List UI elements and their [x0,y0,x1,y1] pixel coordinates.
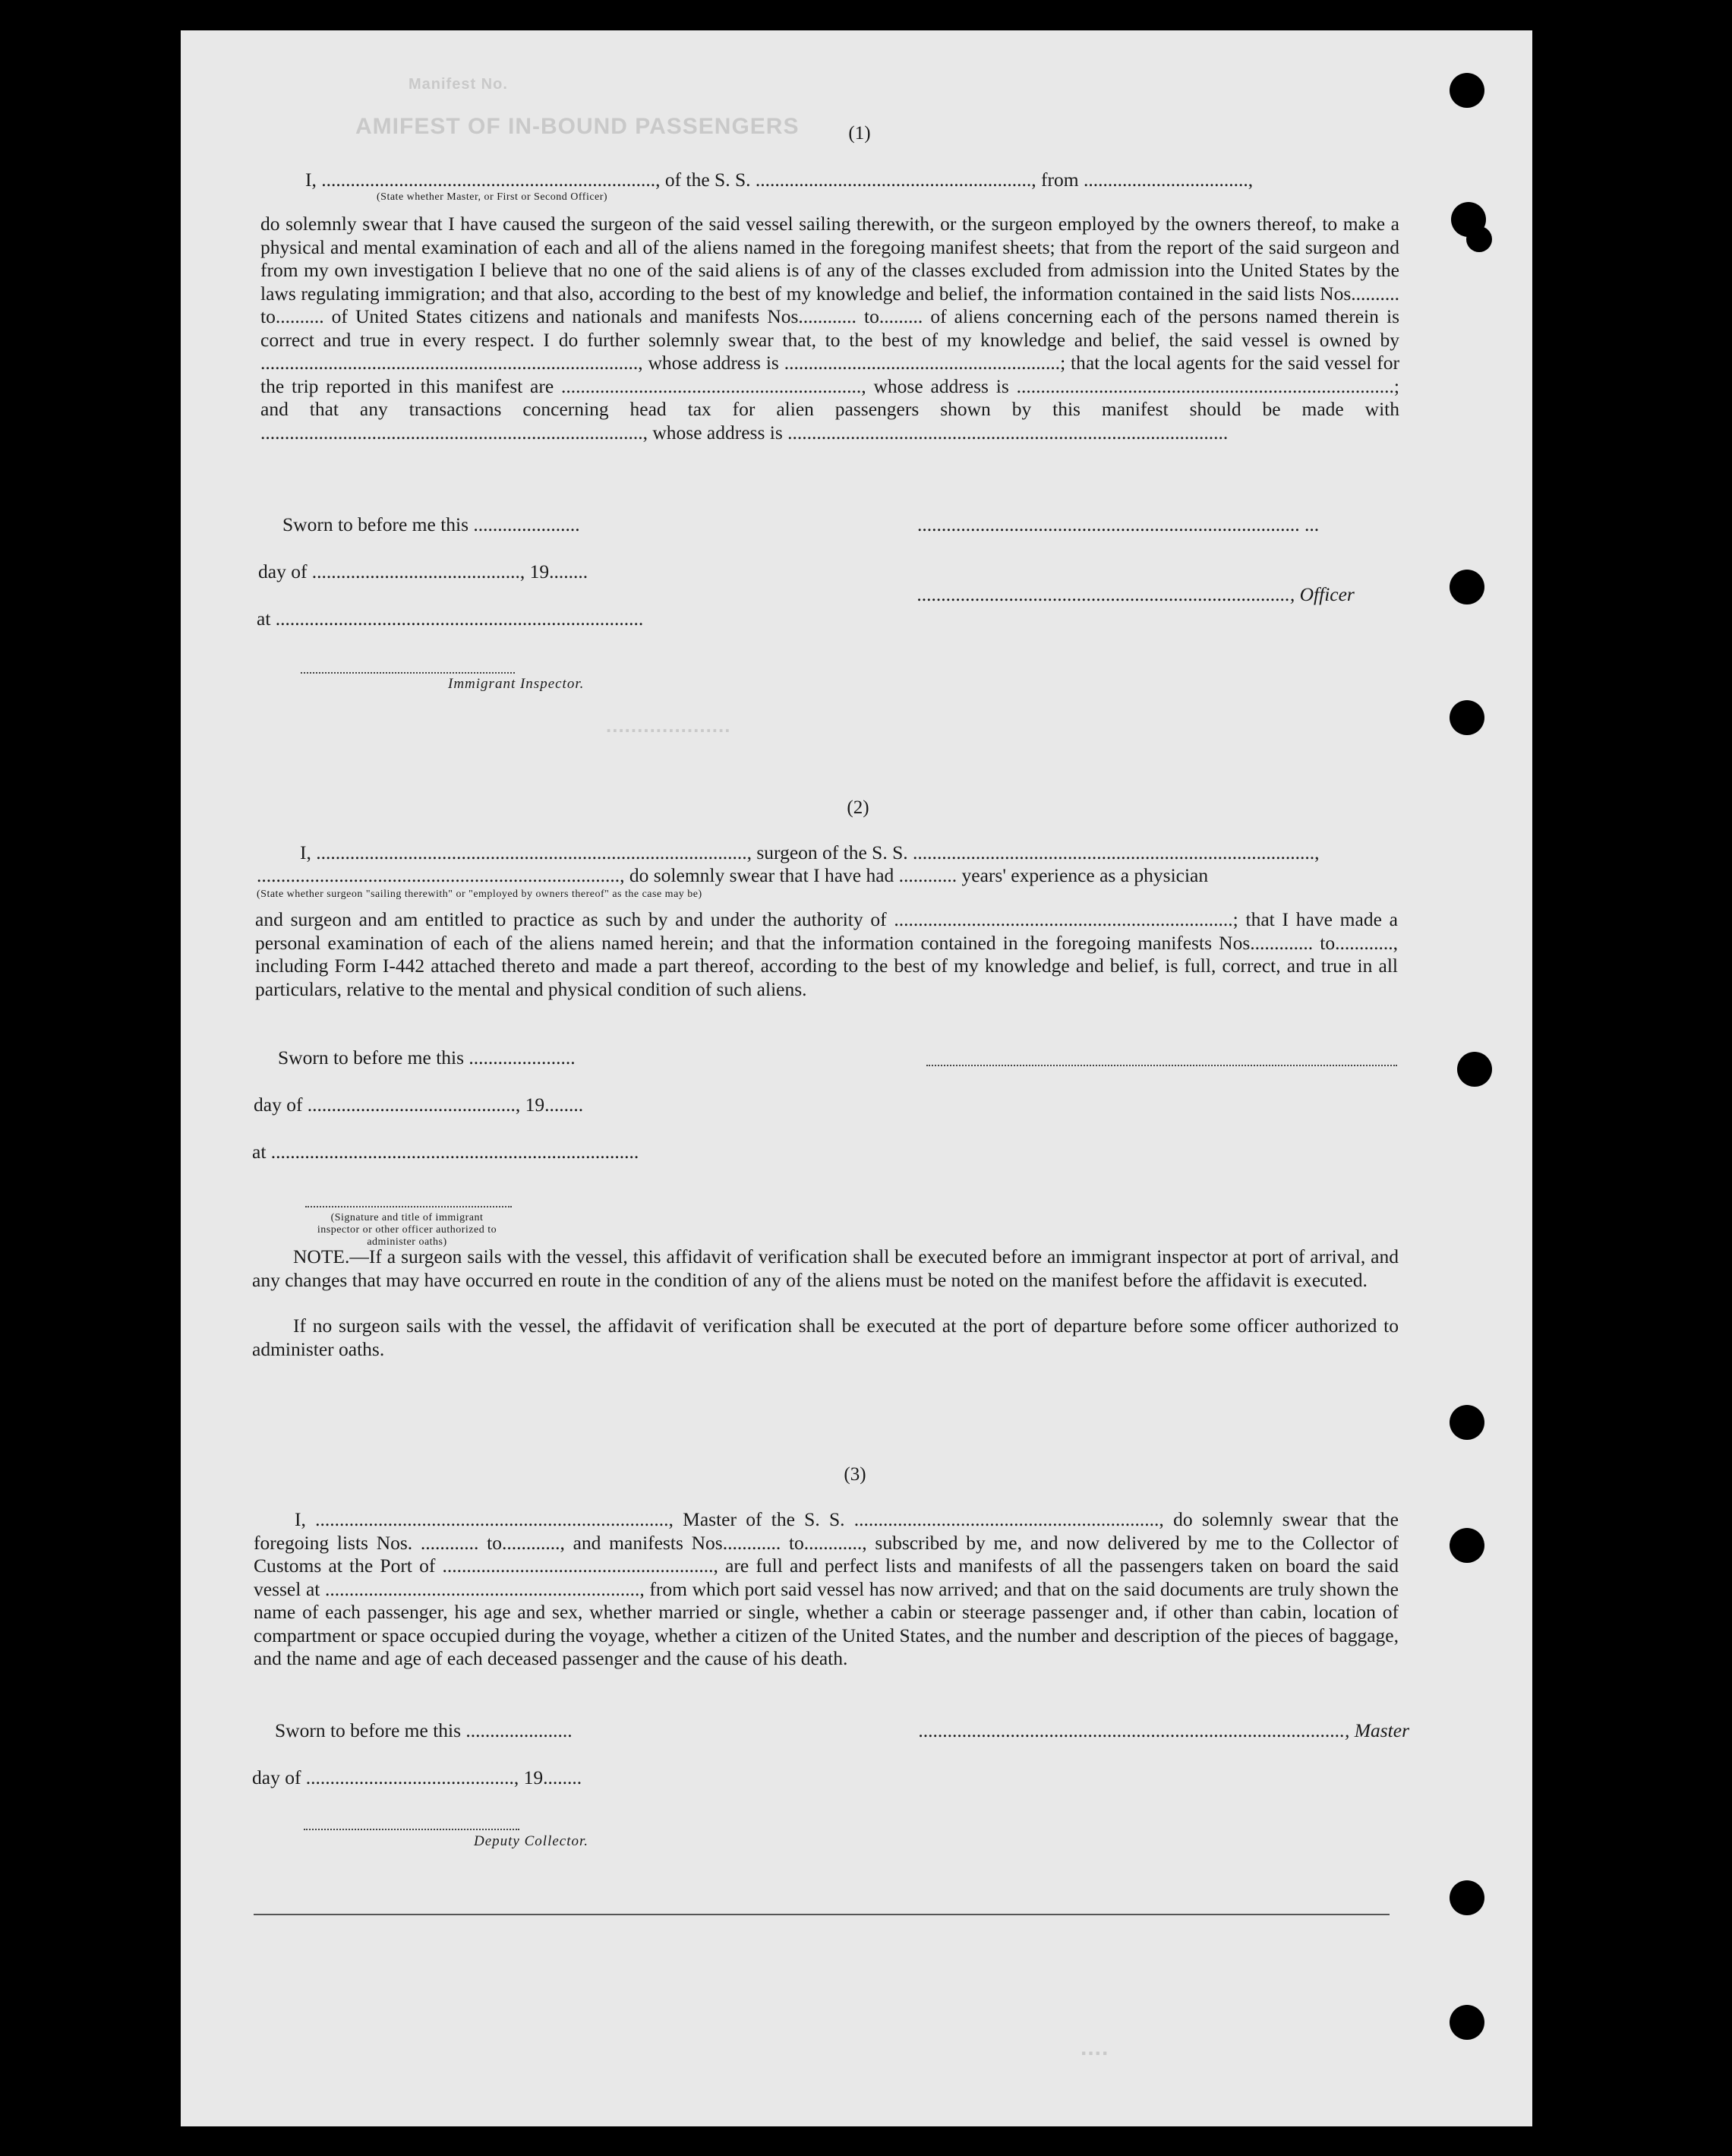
section-2-line-1: I, ........................................................................................., surgeon of the S. S. ..................................................................................., [300,841,1320,863]
punch-hole [1457,1052,1492,1087]
section-2-line-2: ..........................................................................., do solemnly swear that I have had ............ years' experience as a physician [257,864,1209,886]
section-2-at: at ............................................................................ [252,1141,639,1163]
punch-hole [1450,570,1484,605]
collector-signature-line [304,1829,519,1830]
officer-signature-line [305,1206,512,1207]
section-2-day: day of ..........................................., 19........ [254,1094,584,1116]
punch-hole [1466,226,1492,252]
bleed-through-stamp: .... [1081,2035,1109,2060]
section-3-number: (3) [844,1464,866,1485]
section-1-inspector: Immigrant Inspector. [448,676,585,692]
section-2-note-1: NOTE.—If a surgeon sails with the vessel, this affidavit of verification shall be executed before an immigrant inspector at port of arrival, and any changes that may have occurred en route in the condition of any of the aliens must be noted on the manifest before the affidavit is executed. [252,1245,1399,1291]
section-2-sig-caption: (Signature and title of immigrant inspector or other officer authorized to administer oaths) [317,1212,497,1248]
section-2-number: (2) [847,797,869,818]
section-1-body: do solemnly swear that I have caused the surgeon of the said vessel sailing therewith, or the surgeon employed by the owners thereof, to make a physical and mental examination of each and all of the aliens named in the foregoing manifest sheets; that from the report of the said surgeon and from my own investigation I believe that no one of the said aliens is of any of the classes excluded from admission into the United States by the laws regulating immigration; and that also, according to the best of my knowledge and belief, the information contained in the said lists Nos.......... to.......... of United States citizens and nationals and manifests Nos............ to......... of aliens concerning each of the persons named therein is correct and true in every respect. I do further solemnly swear that, to the best of my knowledge and belief, the said vessel is owned by .............................................................................., whose address is .........................................................; that the local agents for the said vessel for the trip reported in this manifest are .............................................................., whose address is ..............................................................................; and that any transactions concerning head tax for alien passengers shown by this manifest should be made with ..............................................................................., whose address is ........................................................................................... [260,213,1399,444]
section-3-master: ........................................................................................, Master [919,1719,1409,1741]
punch-hole [1450,2005,1484,2040]
punch-hole [1450,73,1484,108]
section-2-note-2: If no surgeon sails with the vessel, the affidavit of verification shall be executed at the port of departure before some officer authorized to administer oaths. [252,1315,1399,1360]
section-3-collector: Deputy Collector. [474,1833,589,1849]
bleed-through-stamp: Manifest No. [409,76,508,93]
section-3-sworn: Sworn to before me this ...................... [275,1719,573,1741]
punch-hole [1450,1405,1484,1440]
manifest-page [181,30,1532,2126]
section-1-at: at ............................................................................ [257,608,644,630]
section-1-caption: (State whether Master, or First or Second Officer) [377,191,608,203]
bottom-rule [254,1914,1390,1915]
surgeon-signature-line [926,1065,1397,1066]
section-1-sig-line: ............................................................................... ... [917,513,1320,535]
section-1-officer: ............................................................................., Officer [917,583,1355,605]
punch-hole [1450,1528,1484,1563]
bleed-through-stamp: AMIFEST OF IN-BOUND PASSENGERS [355,114,800,139]
punch-hole [1450,700,1484,735]
punch-hole [1450,1880,1484,1915]
section-3-body: I, ........................................................................., Master of the S. S. ..............................................................., do solemnly swear that the foregoing lists Nos. ............ to............, and manifests Nos............ to............, subscribed by me, and now delivered by me to the Collector of Customs at the Port of ........................................................, are full and perfect lists and manifests of all the passengers taken on board the said vessel at ................................................................., from which port said vessel has now arrived; and that on the said documents are truly shown the name of each passenger, his age and sex, whether married or single, whether a cabin or steerage passenger and, if other than cabin, location of compartment or space occupied during the voyage, whether a citizen of the United States, and the number and description of the pieces of baggage, and the name and age of each deceased passenger and the cause of his death. [254,1508,1399,1669]
section-1-sworn: Sworn to before me this ...................... [282,513,580,535]
bleed-through-stamp: .................... [606,714,731,737]
section-2-body: and surgeon and am entitled to practice as such by and under the authority of ......................................................................; that I have made a personal examination of each of the aliens named herein; and that the information contained in the foregoing manifests Nos............. to............, including Form I-442 attached thereto and made a part thereof, according to the best of my knowledge and belief, is full, correct, and true in all particulars, relative to the mental and physical condition of such aliens. [255,908,1398,1000]
inspector-signature-line [301,672,515,674]
section-2-sworn: Sworn to before me this ...................... [278,1046,576,1069]
section-3-day: day of ..........................................., 19........ [252,1766,582,1788]
section-1-line-1: I, ....................................................................., of the S. S. ........................................................., from .................................., [305,169,1254,191]
section-1-number: (1) [848,123,871,144]
section-1-day: day of ..........................................., 19........ [258,560,588,582]
section-2-caption: (State whether surgeon "sailing therewith" or "employed by owners thereof" as the case may be) [257,889,702,900]
